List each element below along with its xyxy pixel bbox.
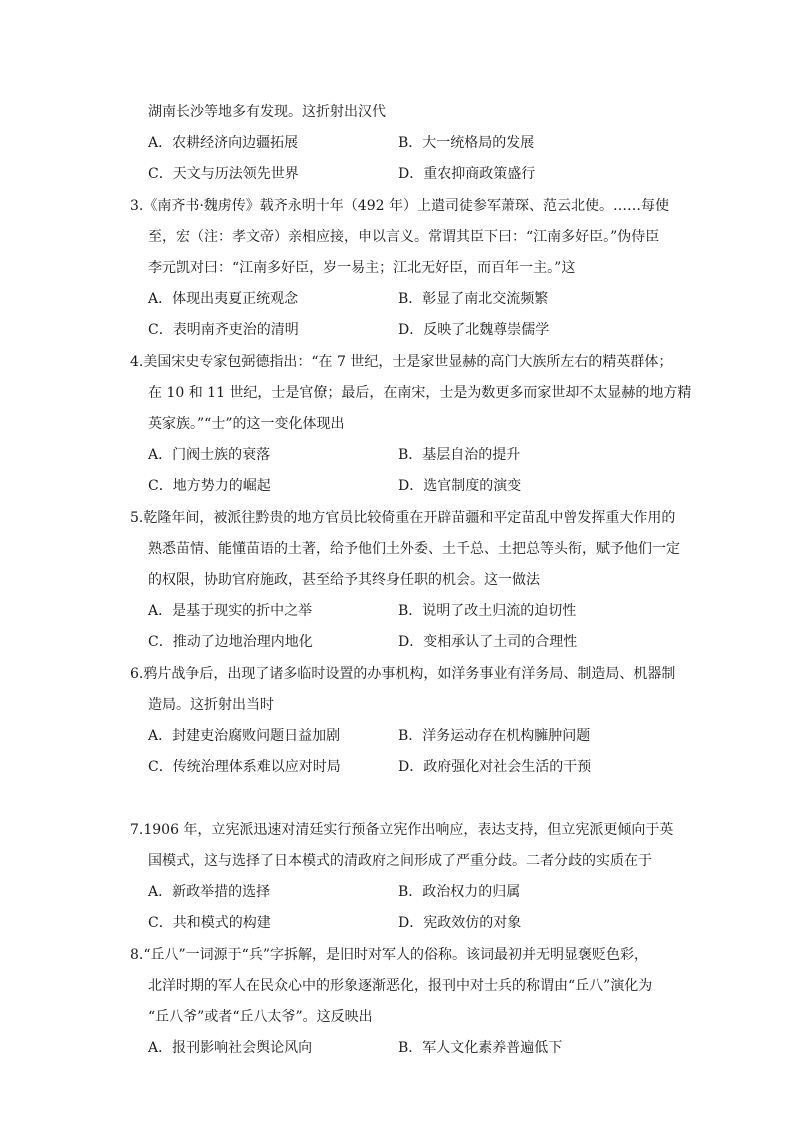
q3-stem-line-2: 至，宏（注：孝文帝）亲相应接，申以言义。常谓其臣下曰：“江南多好臣。”伪侍臣 <box>148 229 660 245</box>
q4-stem-line-2: 在 10 和 11 世纪，士是官僚；最后，在南宋，士是为数更多而家世却不太显赫的地方精 <box>148 385 692 401</box>
q8-option-b[interactable]: B．军人文化素养普遍低下 <box>398 1040 563 1056</box>
q4-option-c[interactable]: C．地方势力的崛起 <box>148 478 271 494</box>
q7-stem-line-2: 国模式，这与选择了日本模式的清政府之间形成了严重分歧。二者分歧的实质在于 <box>148 853 652 869</box>
q4-stem-line-3: 英家族。”“士”的这一变化体现出 <box>148 416 345 432</box>
q7-stem-line-1: 7.1906 年，立宪派迅速对清廷实行预备立宪作出响应，表达支持，但立宪派更倾向于英 <box>130 822 674 838</box>
q8-stem-line-2: 北洋时期的军人在民众心中的形象逐渐恶化，报刊中对士兵的称谓由“丘八”演化为 <box>148 978 653 994</box>
q2-option-b[interactable]: B．大一统格局的发展 <box>398 135 535 151</box>
q6-stem-line-1: 6.鸦片战争后，出现了诸多临时设置的办事机构，如洋务事业有洋务局、制造局、机器制 <box>130 666 676 682</box>
q2-option-c[interactable]: C．天文与历法领先世界 <box>148 166 299 182</box>
q8-stem-line-3: “丘八爷”或者“丘八太爷”。这反映出 <box>148 1009 373 1025</box>
q5-stem-line-1: 5.乾隆年间，被派往黔贵的地方官员比较倚重在开辟苗疆和平定苗乱中曾发挥重大作用的 <box>130 510 676 526</box>
q2-option-d[interactable]: D．重农抑商政策盛行 <box>398 166 536 182</box>
q4-option-a[interactable]: A．门阀士族的衰落 <box>148 447 271 463</box>
q5-option-d[interactable]: D．变相承认了土司的合理性 <box>398 634 578 650</box>
q4-stem-line-1: 4.美国宋史专家包弼德指出：“在 7 世纪，士是家世显赫的高门大族所左右的精英群体； <box>130 354 673 370</box>
q7-option-b[interactable]: B．政治权力的归属 <box>398 884 521 900</box>
q5-option-a[interactable]: A．是基于现实的折中之举 <box>148 603 313 619</box>
q6-stem-line-2: 造局。这折射出当时 <box>148 697 274 713</box>
q7-option-c[interactable]: C．共和模式的构建 <box>148 915 271 931</box>
q6-option-b[interactable]: B．洋务运动存在机构臃肿问题 <box>398 728 591 744</box>
q3-stem-line-1: 3.《南齐书·魏虏传》载齐永明十年（492 年）上遣司徒参军萧琛、范云北使。……每使 <box>130 198 669 214</box>
q3-option-c[interactable]: C．表明南齐吏治的清明 <box>148 322 299 338</box>
q6-option-d[interactable]: D．政府强化对社会生活的干预 <box>398 759 592 775</box>
q7-option-a[interactable]: A．新政举措的选择 <box>148 884 271 900</box>
q5-option-c[interactable]: C．推动了边地治理内地化 <box>148 634 313 650</box>
q2-option-a[interactable]: A．农耕经济向边疆拓展 <box>148 135 299 151</box>
q8-option-a[interactable]: A．报刊影响社会舆论风向 <box>148 1040 313 1056</box>
q5-stem-line-3: 的权限，协助官府施政，甚至给予其终身任职的机会。这一做法 <box>148 572 540 588</box>
q3-option-b[interactable]: B．彰显了南北交流频繁 <box>398 291 549 307</box>
q6-option-c[interactable]: C．传统治理体系难以应对时局 <box>148 759 341 775</box>
q5-stem-line-2: 熟悉苗情、能懂苗语的土著，给予他们土外委、土千总、土把总等头衔，赋予他们一定 <box>148 541 680 557</box>
q4-option-d[interactable]: D．选官制度的演变 <box>398 478 522 494</box>
q3-option-d[interactable]: D．反映了北魏尊崇儒学 <box>398 322 550 338</box>
q7-option-d[interactable]: D．宪政效仿的对象 <box>398 915 522 931</box>
q3-option-a[interactable]: A．体现出夷夏正统观念 <box>148 291 299 307</box>
q6-option-a[interactable]: A．封建吏治腐败问题日益加剧 <box>148 728 341 744</box>
q4-option-b[interactable]: B．基层自治的提升 <box>398 447 521 463</box>
q3-stem-line-3: 李元凯对曰：“江南多好臣，岁一易主；江北无好臣，而百年一主。”这 <box>148 260 576 276</box>
q8-stem-line-1: 8.“丘八”一词源于“兵”字拆解，是旧时对军人的俗称。该词最初并无明显褒贬色彩， <box>130 947 648 963</box>
q2-stem-tail: 湖南长沙等地多有发现。这折射出汉代 <box>148 104 386 120</box>
q5-option-b[interactable]: B．说明了改土归流的迫切性 <box>398 603 577 619</box>
